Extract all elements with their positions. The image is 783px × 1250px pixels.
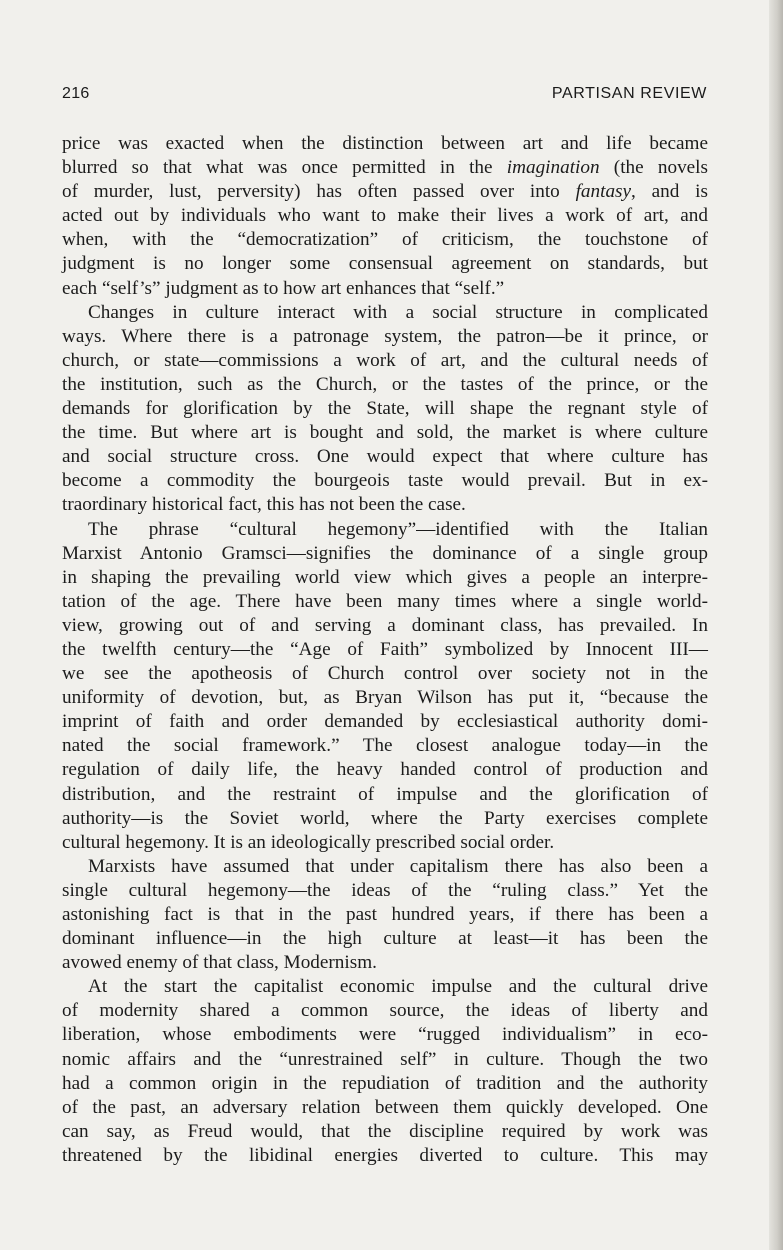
paragraph [62, 132, 708, 301]
text-line: single cultural hegemony—the ideas of the “ruling class.” Yet the [62, 879, 708, 901]
page-header [62, 85, 707, 109]
text-line: had a common origin in the repudiation of tradition and the authority [62, 1072, 708, 1094]
text-line: ways. Where there is a patronage system, the patron—be it prince, or [62, 325, 708, 347]
text-line: dominant influence—in the high culture at least—it has been the [62, 928, 708, 950]
text-line: demands for glorification by the State, will shape the regnant style of [62, 398, 708, 420]
text-line: the twelfth century—the “Age of Faith” symbolized by Innocent III— [62, 638, 708, 660]
text-line: nomic affairs and the “unrestrained self” in culture. Though the two [62, 1048, 708, 1070]
text-line: judgment is no longer some consensual agreement on standards, but [62, 253, 708, 275]
text-line: each “self’s” judgment as to how art enhances that “self.” [62, 277, 505, 299]
text-line: the time. But where art is bought and sold, the market is where culture [62, 422, 708, 444]
text-line: regulation of daily life, the heavy handed control of production and [62, 759, 708, 781]
text-line: view, growing out of and serving a dominant class, has prevailed. In [62, 614, 708, 636]
text-line: can say, as Freud would, that the discipline required by work was [62, 1120, 708, 1142]
text-line: authority—is the Soviet world, where the Party exercises complete [62, 807, 708, 829]
text-line: become a commodity the bourgeois taste would prevail. But in ex- [62, 470, 708, 492]
text-line: traordinary historical fact, this has not been the case. [62, 494, 466, 516]
text-line: tation of the age. There have been many times where a single world- [62, 590, 708, 612]
text-line: of modernity shared a common source, the ideas of liberty and [62, 1000, 708, 1022]
text-line: liberation, whose embodiments were “rugged individualism” in eco- [62, 1024, 708, 1046]
text-line: avowed enemy of that class, Modernism. [62, 952, 377, 974]
text-line: Marxists have assumed that under capitalism there has also been a [88, 855, 708, 877]
running-head: PARTISAN REVIEW [551, 85, 707, 102]
paragraph [62, 301, 708, 518]
text-line: cultural hegemony. It is an ideologically prescribed social order. [62, 831, 555, 853]
text-line: nated the social framework.” The closest analogue today—in the [62, 735, 708, 757]
text-line: Marxist Antonio Gramsci—signifies the dominance of a single group [62, 542, 708, 564]
paragraph [62, 975, 708, 1168]
text-line: The phrase “cultural hegemony”—identified with the Italian [88, 518, 708, 540]
text-line: blurred so that what was once permitted in the imagination (the novels [62, 157, 708, 179]
paragraph [62, 518, 708, 855]
page-number: 216 [62, 85, 90, 102]
text-line: uniformity of devotion, but, as Bryan Wilson has put it, “because the [62, 687, 708, 709]
page-edge-shadow [769, 0, 783, 1250]
text-line: we see the apotheosis of Church control over society not in the [62, 663, 708, 685]
text-line: imprint of faith and order demanded by ecclesiastical authority domi- [62, 711, 708, 733]
text-line: of the past, an adversary relation between them quickly developed. One [62, 1096, 708, 1118]
text-line: price was exacted when the distinction between art and life became [62, 133, 708, 154]
text-line: acted out by individuals who want to make their lives a work of art, and [62, 205, 708, 227]
text-line: Changes in culture interact with a social structure in complicated [88, 301, 708, 323]
text-line: At the start the capitalist economic impulse and the cultural drive [88, 976, 708, 998]
text-line: distribution, and the restraint of impulse and the glorification of [62, 783, 708, 805]
text-line: in shaping the prevailing world view which gives a people an interpre- [62, 566, 708, 588]
text-line: threatened by the libidinal energies diverted to culture. This may [62, 1144, 708, 1166]
text-line: church, or state—commissions a work of art, and the cultural needs of [62, 349, 708, 371]
text-line: of murder, lust, perversity) has often passed over into fantasy, and is [62, 181, 708, 203]
paragraph [62, 855, 708, 975]
text-line: when, with the “democratization” of criticism, the touchstone of [62, 229, 708, 251]
text-line: the institution, such as the Church, or the tastes of the prince, or the [62, 373, 708, 395]
text-line: and social structure cross. One would expect that where culture has [62, 446, 708, 468]
text-line: astonishing fact is that in the past hundred years, if there has been a [62, 904, 708, 925]
body-text [62, 132, 708, 1168]
